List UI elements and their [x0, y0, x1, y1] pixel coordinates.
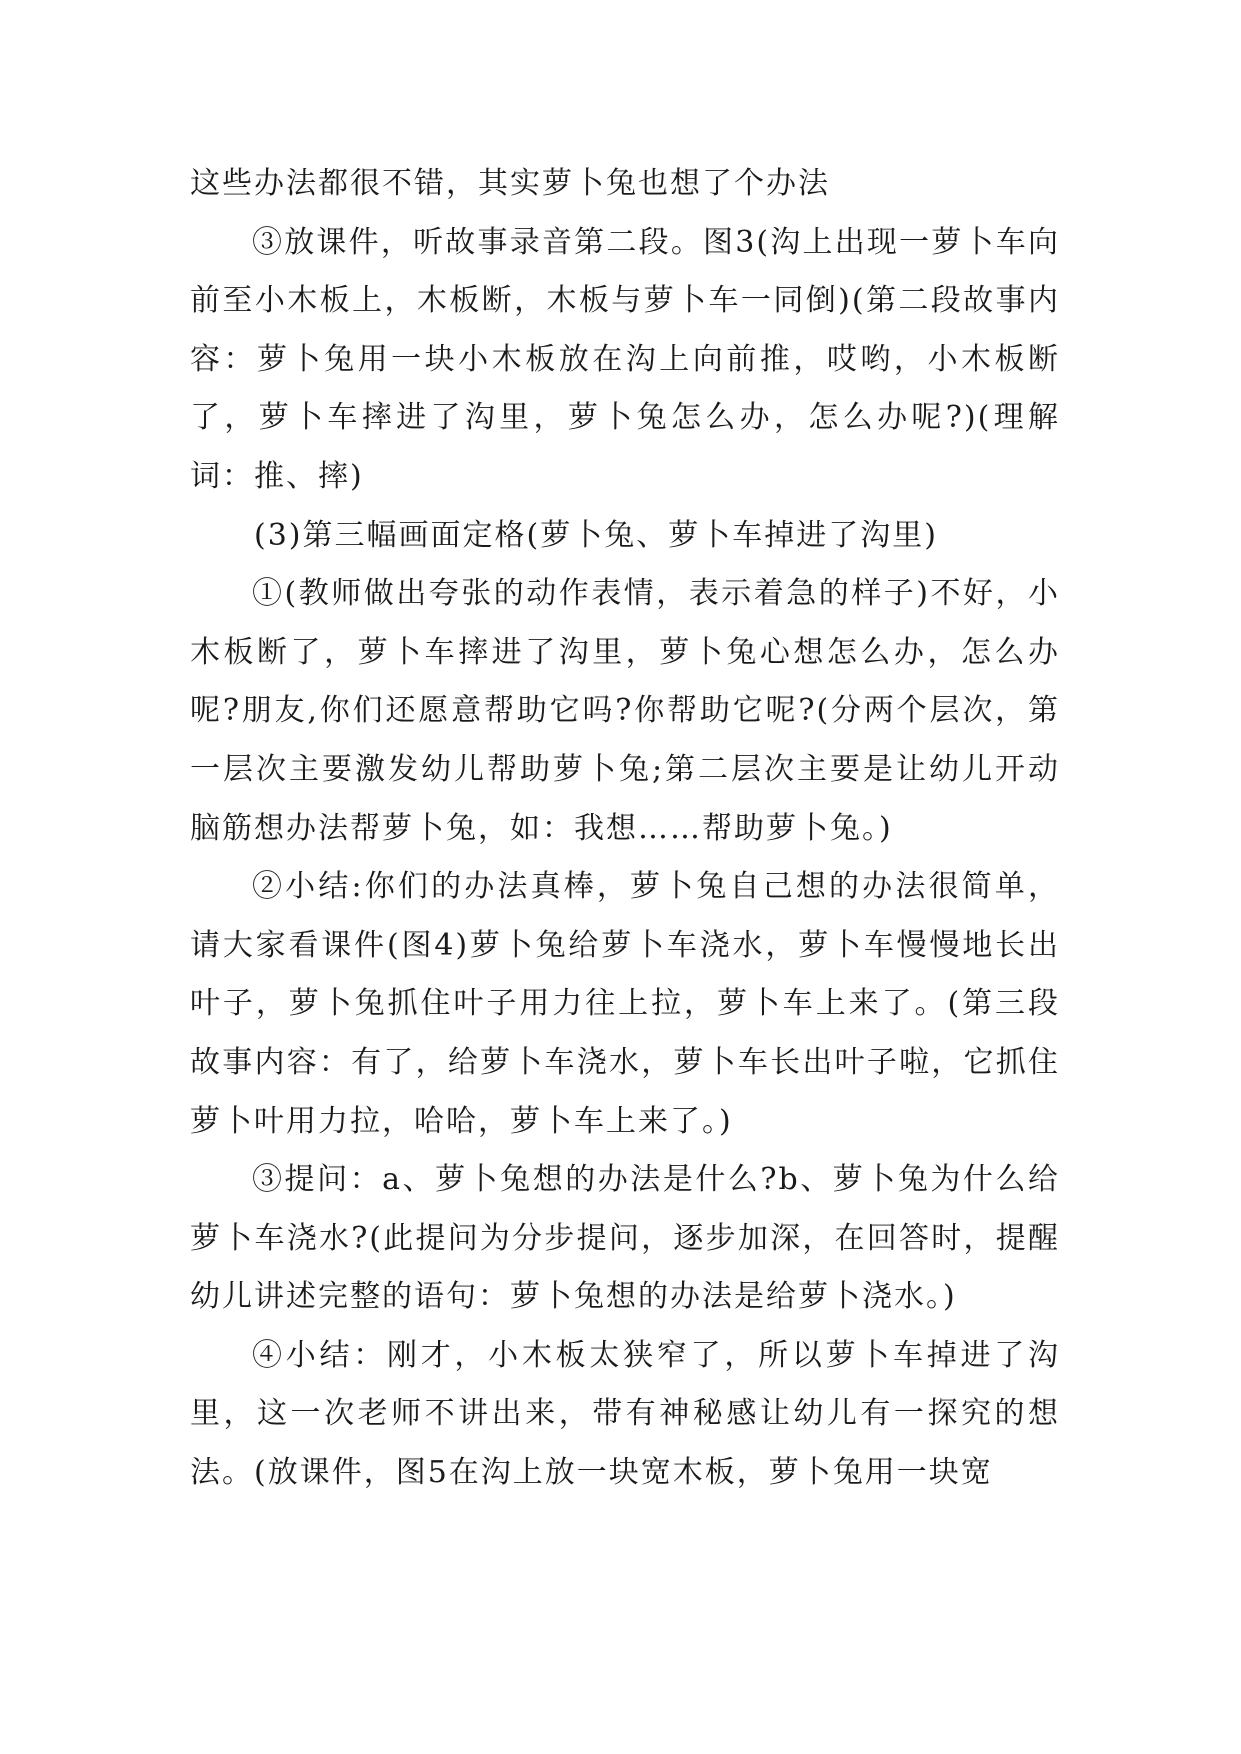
paragraph-step-3-story-part-two: ③放课件，听故事录音第二段。图3(沟上出现一萝卜车向前至小木板上，木板断，木板与萝卜车一同倒)(第二段故事内容：萝卜兔用一块小木板放在沟上向前推，哎哟，小木板断了，萝卜车摔进了沟里，萝卜兔怎么办，怎么办呢?)(理解词：推、摔): [190, 224, 1060, 494]
paragraph-section-3-heading: (3)第三幅画面定格(萝卜兔、萝卜车掉进了沟里): [254, 517, 938, 553]
paragraph-step-1-teacher-action: ①(教师做出夸张的动作表情，表示着急的样子)不好，小木板断了，萝卜车摔进了沟里，萝卜兔心想怎么办，怎么办呢?朋友,你们还愿意帮助它吗?你帮助它呢?(分两个层次，第一层次主要激发幼儿帮助萝卜兔;第二层次主要是让幼儿开动脑筋想办法帮萝卜兔，如：我想……帮助萝卜兔。): [190, 576, 1060, 846]
paragraph-step-4-summary: ④小结：刚才，小木板太狭窄了，所以萝卜车掉进了沟里，这一次老师不讲出来，带有神秘感让幼儿有一探究的想法。(放课件，图5在沟上放一块宽木板，萝卜兔用一块宽: [190, 1337, 1060, 1491]
paragraph-intro: 这些办法都很不错，其实萝卜兔也想了个办法: [190, 166, 830, 201]
paragraph-step-2-summary: ②小结:你们的办法真棒，萝卜兔自己想的办法很简单，请大家看课件(图4)萝卜兔给萝卜车浇水，萝卜车慢慢地长出叶子，萝卜兔抓住叶子用力往上拉，萝卜车上来了。(第三段故事内容：有了，给萝卜车浇水，萝卜车长出叶子啦，它抓住萝卜叶用力拉，哈哈，萝卜车上来了。): [190, 869, 1060, 1139]
paragraph-step-3-questions: ③提问：a、萝卜兔想的办法是什么?b、萝卜兔为什么给萝卜车浇水?(此提问为分步提问，逐步加深，在回答时，提醒幼儿讲述完整的语句：萝卜兔想的办法是给萝卜浇水。): [190, 1162, 1060, 1315]
document-body: [190, 155, 1060, 1503]
